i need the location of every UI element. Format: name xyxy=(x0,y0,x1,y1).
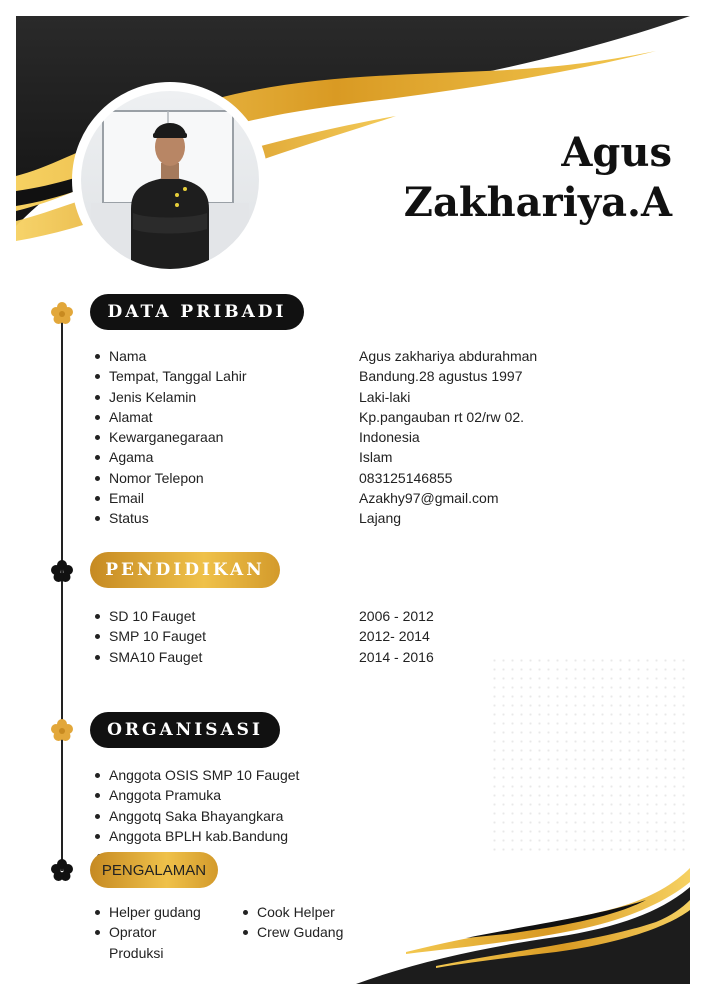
list-item: Agama xyxy=(93,447,247,467)
list-item: Anggota Pramuka xyxy=(93,785,299,805)
bottom-wave-decoration xyxy=(16,842,690,984)
chef-portrait-illustration xyxy=(81,91,259,269)
profile-photo xyxy=(81,91,259,269)
list-item: Anggota OSIS SMP 10 Fauget xyxy=(93,765,299,785)
timeline-line xyxy=(61,316,63,871)
list-item: Tempat, Tanggal Lahir xyxy=(93,366,247,386)
section-title-pendidikan xyxy=(90,552,280,588)
data-pribadi-labels xyxy=(93,346,247,529)
pengalaman-title-text: PENGALAMAN xyxy=(101,861,207,879)
list-item: Helper gudang xyxy=(93,902,201,922)
dot-pattern-decoration xyxy=(490,656,690,856)
section-title-data-pribadi xyxy=(90,294,304,330)
email-value: Azakhy97@gmail.com xyxy=(359,490,499,507)
list-item: Anggota BPLH kab.Bandung xyxy=(93,826,299,846)
value-item: 2012- 2014 xyxy=(359,628,430,645)
value-item: Islam xyxy=(359,449,393,466)
organisasi-list xyxy=(93,765,299,846)
section-title-organisasi xyxy=(90,712,280,748)
value-item: Laki-laki xyxy=(359,388,411,405)
gold-flower-icon xyxy=(50,718,74,742)
pendidikan-labels xyxy=(93,606,206,667)
resume-page xyxy=(16,16,690,984)
list-item: SMA10 Fauget xyxy=(93,647,206,667)
value-item: Kp.pangauban rt 02/rw 02. xyxy=(359,408,525,425)
value-item: 2014 - 2016 xyxy=(359,648,434,665)
list-item: Nomor Telepon xyxy=(93,468,247,488)
last-name: Zakhariya.A xyxy=(403,179,672,226)
data-pribadi-title-text: DATA PRIBADI xyxy=(107,302,287,322)
list-item: Nama xyxy=(93,346,247,366)
list-item: Crew Gudang xyxy=(241,922,343,942)
list-item: Anggotq Saka Bhayangkara xyxy=(93,806,299,826)
value-item: Lajang xyxy=(359,510,402,527)
pendidikan-title-text: PENDIDIKAN xyxy=(105,560,265,580)
pendidikan-values xyxy=(359,606,434,667)
list-item: SD 10 Fauget xyxy=(93,606,206,626)
first-name: Agus xyxy=(561,129,672,176)
gold-flower-icon xyxy=(50,301,74,325)
value-item: 083125146855 xyxy=(359,469,453,486)
value-item: Bandung.28 agustus 1997 xyxy=(359,368,523,385)
organisasi-title-text: ORGANISASI xyxy=(107,720,263,740)
list-item: Cook Helper xyxy=(241,902,343,922)
black-flower-icon xyxy=(50,559,74,583)
list-item: SMP 10 Fauget xyxy=(93,626,206,646)
full-name-heading xyxy=(404,128,672,228)
list-item: Email xyxy=(93,488,247,508)
list-item: Jenis Kelamin xyxy=(93,387,247,407)
profile-photo-frame xyxy=(72,82,268,278)
list-item: Alamat xyxy=(93,407,247,427)
list-item: Status xyxy=(93,508,247,528)
value-item: Indonesia xyxy=(359,429,420,446)
value-item: 2006 - 2012 xyxy=(359,608,434,624)
value-item: Agus zakhariya abdurahman xyxy=(359,348,538,364)
list-item: Kewarganegaraan xyxy=(93,427,247,447)
data-pribadi-values xyxy=(359,346,537,529)
list-item: Oprator Produksi xyxy=(93,922,189,963)
